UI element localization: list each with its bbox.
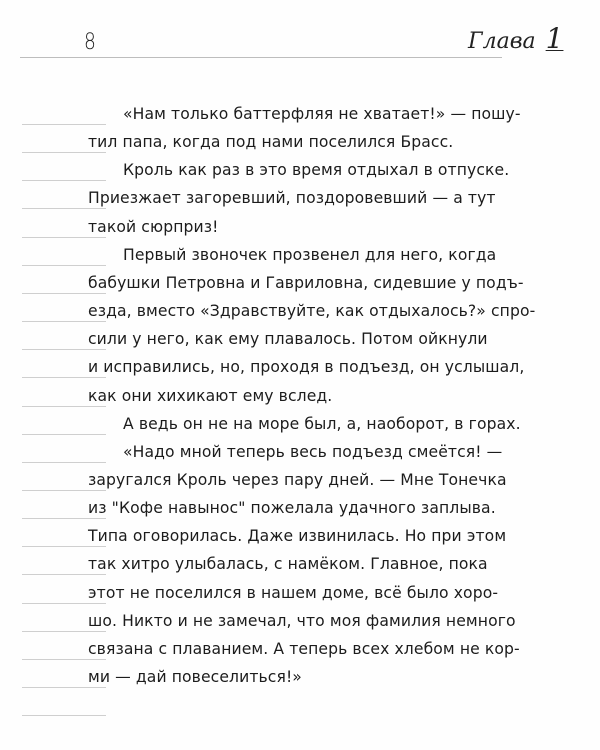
text-line: езда, вместо «Здравствуйте, как отдыхалось?» спро-	[88, 302, 536, 321]
page-number: 8	[84, 30, 96, 55]
text-line: так хитро улыбалась, с намёком. Главное, пока	[88, 555, 488, 574]
text-line: из "Кофе навынос" пожелала удачного заплыва.	[88, 499, 496, 518]
text-line: как они хихикают ему вслед.	[88, 386, 333, 405]
chapter-heading	[468, 22, 563, 55]
text-line: и исправились, но, проходя в подъезд, он услышал,	[88, 358, 525, 377]
text-line: этот не поселился в нашем доме, всё было хоро-	[88, 583, 499, 602]
text-line: шо. Никто и не замечал, что моя фамилия немного	[88, 611, 516, 630]
margin-rule	[22, 715, 106, 716]
text-line: Первый звоночек прозвенел для него, когда	[123, 245, 497, 264]
text-line: «Надо мной теперь весь подъезд смеётся! —	[123, 442, 503, 461]
text-line: связана с плаванием. А теперь всех хлебом не кор-	[88, 639, 520, 658]
chapter-number: 1	[545, 22, 564, 55]
chapter-label: Глава	[468, 29, 536, 54]
text-line: «Нам только баттерфляя не хватает!» — пошу-	[123, 105, 521, 123]
text-line: ми — дай повеселиться!»	[88, 668, 302, 686]
text-line: сили у него, как ему плавалось. Потом ойкнули	[88, 330, 488, 349]
text-line: такой сюрприз!	[88, 217, 219, 236]
text-line: Приезжает загоревший, поздоровевший — а тут	[88, 189, 496, 208]
text-line: Типа оговорилась. Даже извинилась. Но при этом	[88, 527, 507, 546]
text-line: заругался Кроль через пару дней. — Мне Тонечка	[88, 470, 507, 489]
text-line: тил папа, когда под нами поселился Брасс.	[88, 133, 454, 152]
text-line: А ведь он не на море был, а, наоборот, в горах.	[123, 414, 521, 433]
text-line: бабушки Петровна и Гавриловна, сидевшие у подъ-	[88, 273, 524, 292]
text-line: Кроль как раз в это время отдыхал в отпуске.	[123, 161, 510, 180]
